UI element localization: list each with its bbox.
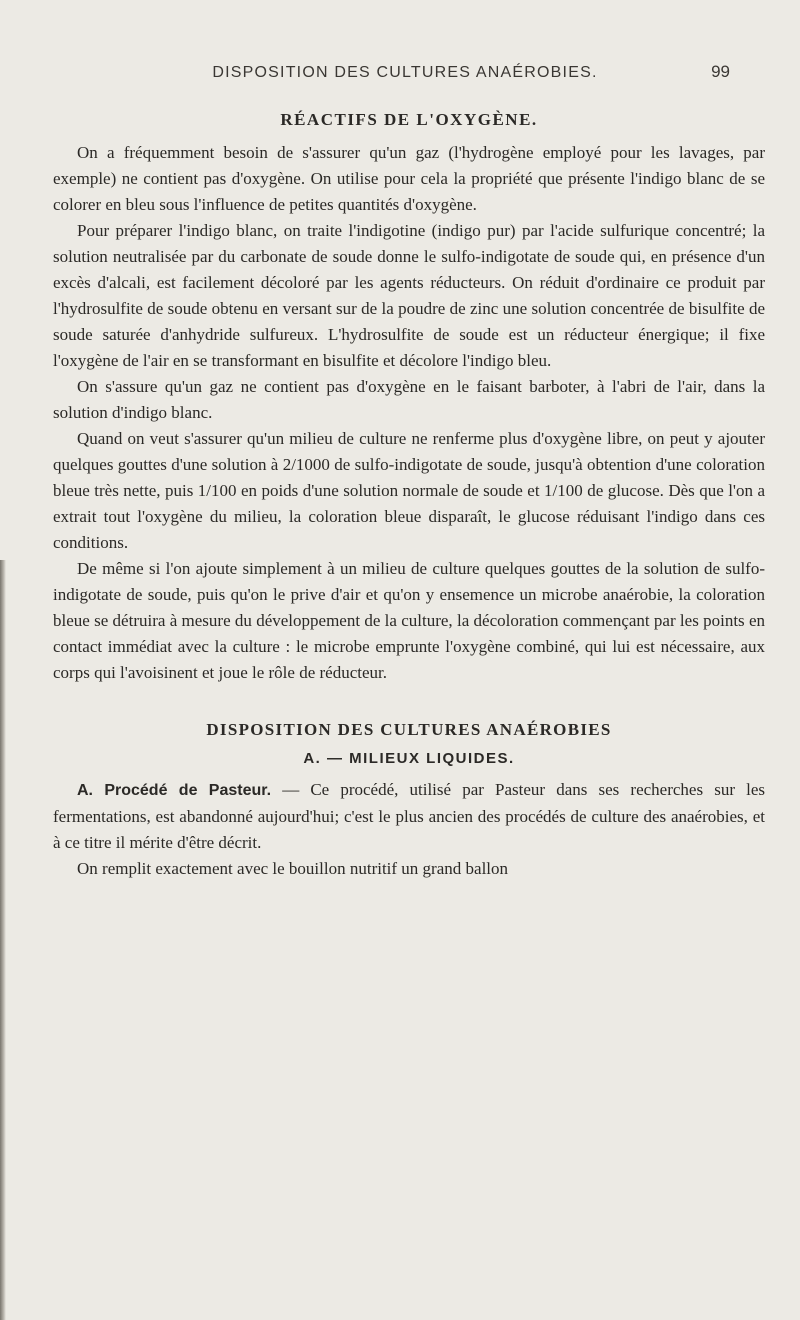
running-title: DISPOSITION DES CULTURES ANAÉROBIES. — [212, 64, 598, 81]
paragraph: On s'assure qu'un gaz ne contient pas d'oxygène en le faisant barboter, à l'abri de l'air, dans la solution d'indigo blanc. — [53, 377, 765, 422]
section-title-anaerobic-cultures: DISPOSITION DES CULTURES ANAÉROBIES — [206, 720, 612, 739]
section-title-oxygen-reagents: RÉACTIFS DE L'OXYGÈNE. — [280, 110, 538, 129]
paragraph: On remplit exactement avec le bouillon nutritif un grand ballon — [77, 859, 509, 878]
paragraph-text: — Ce procédé, utilisé par Pasteur dans ses recherches sur les fermentations, est abandonné aujourd'hui; c'est le plus ancien des procédés de culture des anaérobies, et à ce titre il mérite d'être décrit. — [53, 780, 766, 852]
paragraph: Pour préparer l'indigo blanc, on traite l'indigotine (indigo pur) par l'acide sulfurique concentré; la solution neutralisée par du carbonate de soude donne le sulfo-indigotate de soude qui, en présence d'un excès d'alcali, est facilement décoloré par les agents réducteurs. On réduit d'ordinaire ce produit par l'hydrosulfite de soude obtenu en versant sur de la poudre de zinc une solution concentrée de bisulfite de soude saturée d'anhydride sulfureux. L'hydrosulfite de soude est un réducteur énergique; il fixe l'oxygène de l'air en se transformant en bisulfite et décolore l'indigo bleu. — [53, 221, 765, 370]
running-header — [80, 58, 730, 88]
subsection-title-liquid-media: A. — MILIEUX LIQUIDES. — [303, 750, 515, 767]
paragraph-pasteur — [53, 777, 765, 856]
page-edge-shadow — [0, 560, 6, 1320]
page-number: 99 — [711, 62, 730, 81]
paragraph: On a fréquemment besoin de s'assurer qu'un gaz (l'hydrogène employé pour les lavages, par exemple) ne contient pas d'oxygène. On utilise pour cela la propriété que présente l'indigo blanc de se colorer en bleu sous l'influence de petites quantités d'oxygène. — [53, 143, 765, 214]
paragraph: De même si l'on ajoute simplement à un milieu de culture quelques gouttes de la solution de sulfo-indigotate de soude, puis qu'on le prive d'air et qu'on y ensemence un microbe anaérobie, la coloration bleue se détruira à mesure du développement de la culture, la décoloration commençant par les points en contact immédiat avec la culture : le microbe emprunte l'oxygène combiné, qui lui est nécessaire, aux corps qui l'avoisinent et joue le rôle de réducteur. — [53, 559, 765, 682]
body-text — [53, 110, 765, 882]
paragraph: Quand on veut s'assurer qu'un milieu de culture ne renferme plus d'oxygène libre, on peut y ajouter quelques gouttes d'une solution à 2/1000 de sulfo-indigotate de soude, jusqu'à obtention d'une coloration bleue très nette, puis 1/100 en poids d'une solution normale de soude et 1/100 de glucose. Dès que l'on a extrait tout l'oxygène du milieu, la coloration bleue disparaît, le glucose réduisant l'indigo dans ces conditions. — [53, 429, 765, 552]
run-in-heading: A. Procédé de Pasteur. — [77, 782, 272, 799]
